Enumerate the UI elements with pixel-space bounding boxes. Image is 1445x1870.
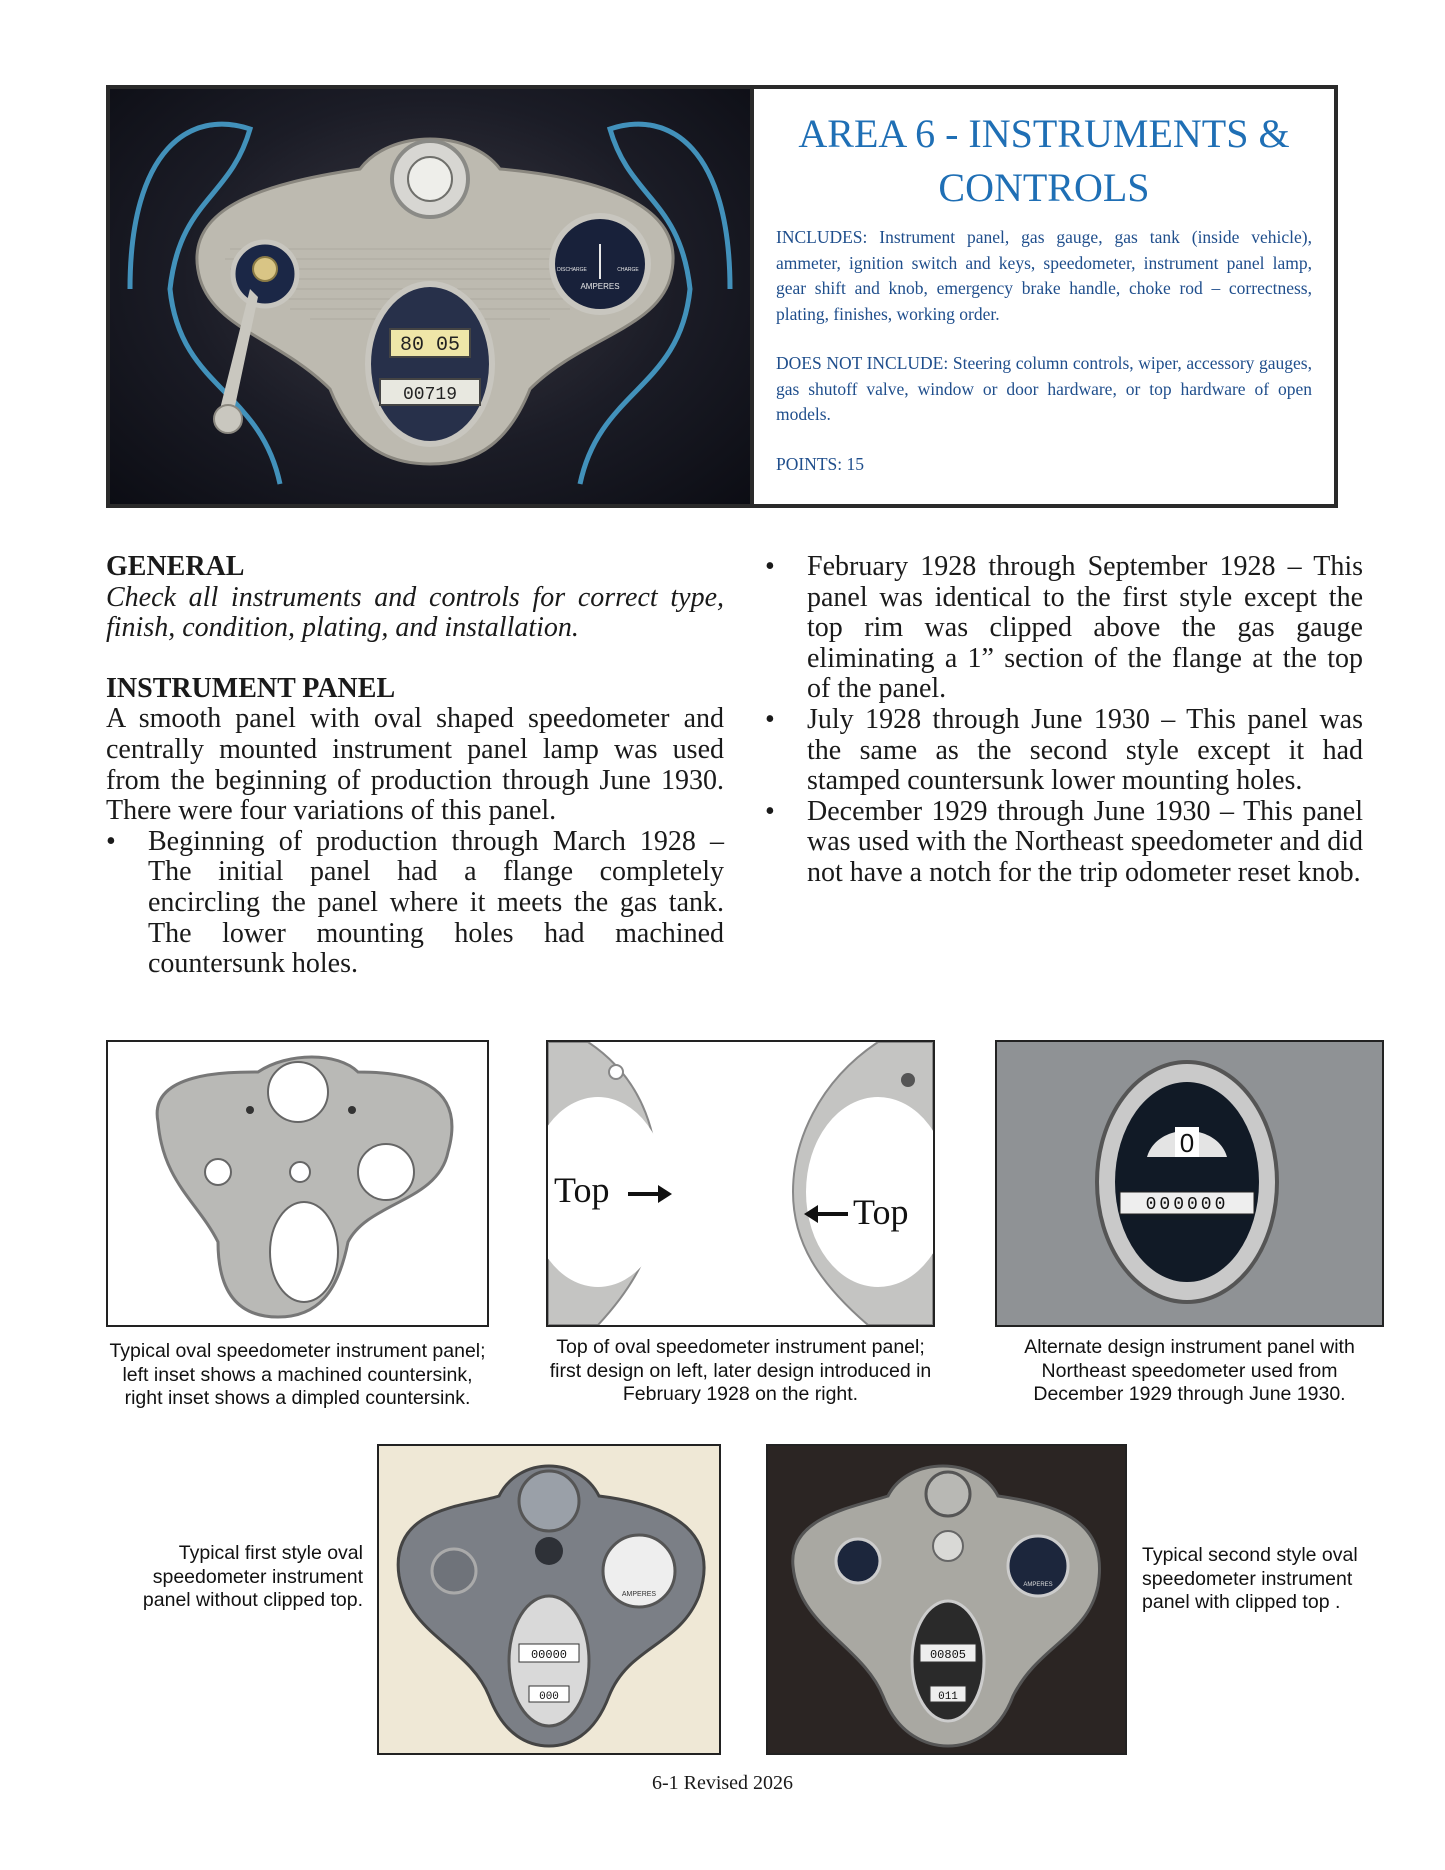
figure-2-caption: Top of oval speedometer instrument panel; first design on left, later design introduced in February 1928 on the right. [549,1336,932,1405]
points-text: POINTS: 15 [776,453,864,474]
figure-panel-top [546,1040,935,1327]
fig4-ammeter-label: AMPERES [621,1591,657,1598]
page-footer: 6-1 Revised 2026 [651,1772,794,1794]
instrument-panel-heading: INSTRUMENT PANEL [106,672,396,704]
ammeter-label: AMPERES [580,282,620,291]
does-not-include-text: DOES NOT INCLUDE: Steering column controls, wiper, accessory gauges, gas shutoff valve, window or door hardware, or top hardware of open models. [776,353,1312,424]
ammeter-discharge-label: DISCHARGE [557,267,587,273]
figure-first-style-panel [377,1444,721,1755]
variation-list-left [106,827,724,980]
variation-text: December 1929 through June 1930 – This panel was used with the Northeast speedometer and did not have a notch for the trip odometer reset knob. [807,795,1363,888]
northeast-odometer: 000000 [1145,1195,1229,1215]
bullet-symbol: • [765,795,775,827]
list-item [765,797,1363,889]
area-info [750,89,1334,504]
figure-1-caption: Typical oval speedometer instrument panel; left inset shows a machined countersink, right inset shows a dimpled countersink. [109,1340,486,1409]
list-item [765,705,1363,797]
fig4-odometer: 00000 [530,1648,568,1662]
instrument-panel-intro: A smooth panel with oval shaped speedometer and centrally mounted instrument panel lamp was used from the beginning of production through June 1930. There were four variations of this panel. [106,703,724,827]
variation-text: July 1928 through June 1930 – This panel was the same as the second style except it had stamped countersunk lower mounting holes. [807,703,1363,797]
top-label-right: Top [853,1192,909,1232]
ammeter-charge-label: CHARGE [617,267,639,273]
general-heading: GENERAL [106,551,245,582]
figure-5-caption: Typical second style oval speedometer instrument panel with clipped top . [1142,1544,1358,1613]
figure-panel-blank [106,1040,489,1327]
fig5-odometer: 00805 [929,1648,967,1662]
figure-4-caption: Typical first style oval speedometer instrument panel without clipped top. [142,1542,363,1611]
bullet-symbol: • [765,703,775,735]
variation-list-right [765,552,1363,889]
general-text: Check all instruments and controls for correct type, finish, condition, plating, and installation. [106,581,724,644]
variation-text: Beginning of production through March 1928 – The initial panel had a flange completely encircling the panel where it meets the gas tank. The lower mounting holes had machined countersunk holes. [148,825,724,980]
includes-text: INCLUDES: Instrument panel, gas gauge, gas tank (inside vehicle), ammeter, ignition switch and keys, speedometer, instrument panel lamp, gear shift and knob, emergency brake handle, choke rod – correctness, plating, finishes, working order. [776,227,1312,324]
area-title-line1: AREA 6 - INSTRUMENTS & [798,111,1290,156]
list-item [765,552,1363,705]
list-item [106,827,724,980]
left-text-column [106,552,724,980]
figure-3-caption: Alternate design instrument panel with Northeast speedometer used from December 1929 through June 1930. [1024,1336,1355,1405]
bullet-symbol: • [765,551,775,582]
figure-second-style-panel [766,1444,1127,1755]
right-text-column [765,552,1363,889]
bullet-symbol: • [106,825,116,857]
speedometer-reading: 80 05 [399,334,461,357]
northeast-speed-digit: 0 [1179,1128,1195,1158]
figure-northeast-speedometer [995,1040,1384,1327]
instrument-panel-photo [110,89,750,504]
variation-text: February 1928 through September 1928 – This panel was identical to the first style except the top rim was clipped above the gas gauge eliminating a 1” section of the flange at the top of the panel. [807,551,1363,705]
area-header-box [106,85,1338,508]
fig4-trip: 000 [539,1691,559,1703]
area-title [776,107,1312,215]
fig5-ammeter-label: AMPERES [1023,1582,1053,1588]
area-title-line2: CONTROLS [938,165,1150,210]
odometer-reading: 00719 [402,385,458,405]
top-label-left: Top [554,1170,610,1210]
fig5-trip: 011 [938,1691,958,1703]
instrument-panel-illustration [110,89,750,504]
